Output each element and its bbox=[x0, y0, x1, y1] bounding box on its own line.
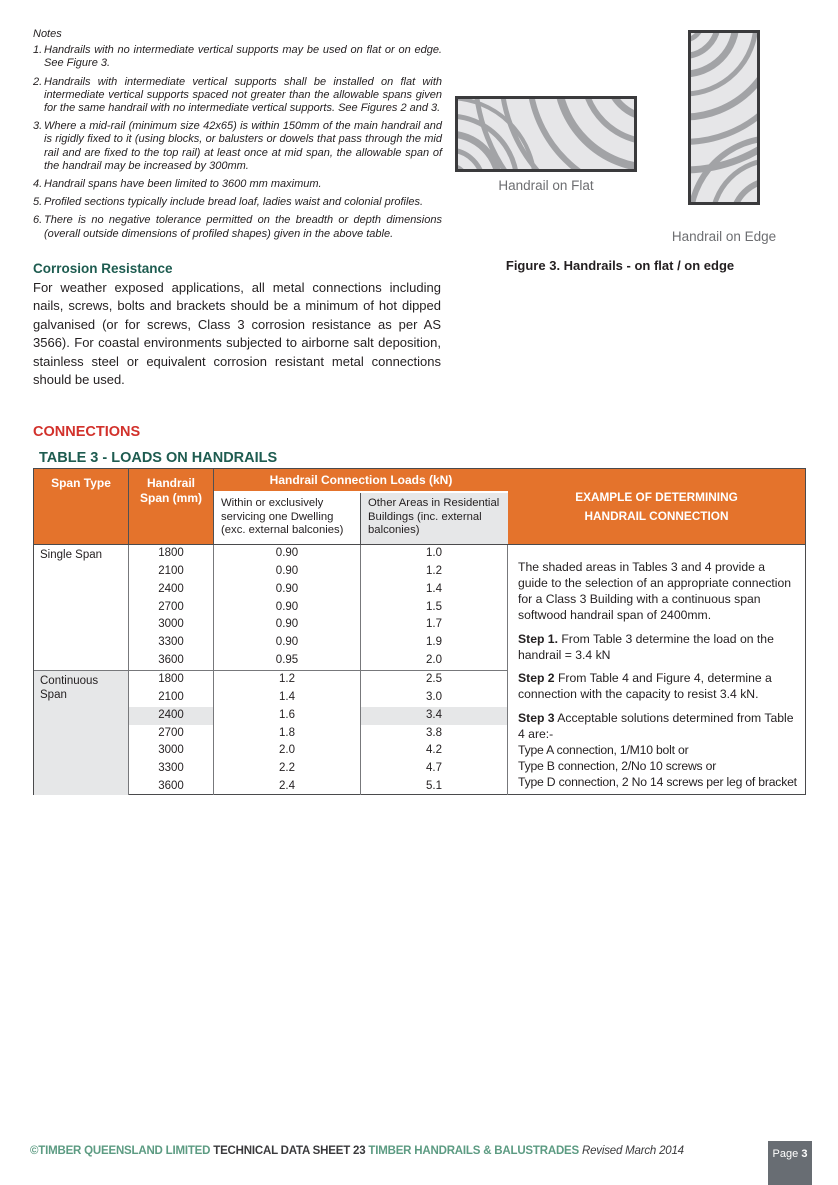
footer-copyright: ©TIMBER QUEENSLAND LIMITED bbox=[30, 1145, 211, 1157]
handrail-on-edge-label: Handrail on Edge bbox=[671, 229, 777, 244]
table-cell: 3000 bbox=[158, 744, 184, 757]
footer-revised-date: Revised March 2014 bbox=[582, 1145, 684, 1157]
header-subrow bbox=[214, 493, 508, 544]
solution-type-b: Type B connection, 2/No 10 screws or bbox=[518, 758, 717, 773]
example-paragraph: The shaded areas in Tables 3 and 4 provide a guide to the selection of an appropriate connection for a Class 3 Building with a continuous span softwood handrail span of 2400mm. bbox=[518, 560, 792, 622]
table-cell: 1.0 bbox=[426, 547, 442, 559]
handrail-on-edge-image bbox=[688, 30, 760, 205]
figure3-caption: Figure 3. Handrails - on flat / on edge bbox=[505, 258, 735, 273]
header-span-type: Span Type bbox=[34, 469, 129, 544]
solution-type-a: Type A connection, 1/M10 bolt or bbox=[518, 743, 689, 758]
page-number-badge bbox=[768, 1141, 812, 1185]
note-number: 5. bbox=[33, 196, 43, 209]
header-within-dwelling: Within or exclusively servicing one Dwelling (exc. external balconies) bbox=[214, 493, 361, 544]
table3-header bbox=[34, 469, 508, 545]
table-cell: 1.2 bbox=[426, 564, 442, 577]
page-number: 3 bbox=[801, 1148, 808, 1160]
table-cell: 1.4 bbox=[426, 582, 442, 595]
step2-text: From Table 4 and Figure 4, determine a connection with the capacity to resist 3.4 kN. bbox=[518, 671, 772, 702]
span-type-cell: Continuous Span bbox=[34, 671, 129, 795]
table-cell: 3600 bbox=[158, 654, 184, 667]
table-cell: 0.90 bbox=[275, 547, 299, 559]
table-cell: 3000 bbox=[158, 618, 184, 631]
table-cell: 2700 bbox=[158, 600, 184, 613]
note-number: 3. bbox=[33, 120, 43, 133]
header-handrail-span-line2: Span (mm) bbox=[139, 491, 202, 505]
table3-title: TABLE 3 - LOADS ON HANDRAILS bbox=[39, 450, 278, 466]
table-cell: 4.2 bbox=[426, 744, 442, 757]
note-item bbox=[33, 214, 442, 240]
table3 bbox=[33, 468, 806, 795]
step1-label: Step 1. bbox=[518, 631, 558, 646]
table-cell: 3600 bbox=[158, 780, 184, 793]
example-step1 bbox=[518, 632, 797, 664]
table-cell: 3.0 bbox=[426, 690, 442, 703]
table-cell-shaded: 3.4 bbox=[361, 707, 507, 725]
example-body bbox=[508, 545, 805, 794]
note-text: Handrails with intermediate vertical supports shall be installed on flat with intermediate vertical supports spaced not greater than the allowable spans given for the same handrail with no intermediate vertical supports. See Figures 2 and 3. bbox=[44, 75, 442, 115]
table-cell: 1.8 bbox=[279, 726, 295, 739]
table-cell: 2.4 bbox=[279, 780, 295, 793]
handrail-on-flat-label: Handrail on Flat bbox=[498, 178, 594, 193]
table-cell: 1.4 bbox=[279, 690, 295, 703]
table3-body bbox=[34, 545, 508, 795]
span-column bbox=[129, 545, 214, 670]
table-cell: 3300 bbox=[158, 636, 184, 649]
table-cell: 0.90 bbox=[275, 636, 299, 649]
corrosion-heading: Corrosion Resistance bbox=[33, 261, 173, 276]
table-cell: 2.0 bbox=[426, 654, 442, 667]
note-text: Where a mid-rail (minimum size 42x65) is within 150mm of the main handrail and is rigidly fixed to it (using blocks, or balusters or dowels that pass through the mid rail and are fixed to the top rail) at least once at mid span, the allowable span of the handrail may be increased by 300mm. bbox=[44, 120, 442, 172]
corrosion-body: For weather exposed applications, all metal connections including nails, screws, bolts and brackets should be a minimum of hot dipped galvanised (or for screws, Class 3 corrosion resistance as per AS 3566). For coastal environments subjected to airborne salt deposition, stainless steel or equivalent corrosion resistant metal connections should be used. bbox=[33, 280, 441, 388]
note-item bbox=[33, 120, 442, 173]
within-column bbox=[214, 545, 361, 670]
footer-doc-title: TIMBER HANDRAILS & BALUSTRADES bbox=[368, 1145, 579, 1157]
table-cell: 1.5 bbox=[426, 600, 442, 613]
handrail-on-flat-image bbox=[455, 96, 637, 172]
table-cell: 1.9 bbox=[426, 636, 442, 649]
table-cell: 0.95 bbox=[275, 654, 299, 667]
note-text: Profiled sections typically include bread loaf, ladies waist and colonial profiles. bbox=[44, 196, 424, 209]
table-cell: 0.90 bbox=[275, 582, 299, 595]
table3-left bbox=[34, 469, 508, 794]
footer-sheet-label: TECHNICAL DATA SHEET 23 bbox=[213, 1145, 366, 1157]
connections-heading: CONNECTIONS bbox=[33, 424, 141, 440]
header-other-areas: Other Areas in Residential Buildings (inc. external balconies) bbox=[361, 493, 508, 544]
table-cell: 2.2 bbox=[279, 762, 295, 775]
span-type-cell: Single Span bbox=[34, 545, 129, 670]
table-cell: 2700 bbox=[158, 726, 184, 739]
header-example bbox=[508, 469, 805, 545]
page-label: Page bbox=[772, 1148, 799, 1160]
note-item bbox=[33, 44, 442, 70]
table-cell: 1.6 bbox=[279, 708, 295, 721]
within-column bbox=[214, 671, 361, 795]
table-cell: 3300 bbox=[158, 762, 184, 775]
table-cell: 2100 bbox=[158, 564, 184, 577]
table-cell: 1.7 bbox=[426, 618, 442, 631]
step3-label: Step 3 bbox=[518, 711, 555, 726]
table-cell: 3.8 bbox=[426, 726, 442, 739]
header-example-line2: HANDRAIL CONNECTION bbox=[584, 508, 729, 523]
example-step2 bbox=[518, 671, 797, 703]
other-column bbox=[361, 545, 508, 670]
table-cell: 2.0 bbox=[279, 744, 295, 757]
header-handrail-span bbox=[129, 469, 214, 544]
step1-text: From Table 3 determine the load on the handrail = 3.4 kN bbox=[518, 631, 774, 662]
table-section-continuous-span bbox=[34, 670, 508, 795]
note-number: 6. bbox=[33, 214, 43, 227]
table-cell: 1.2 bbox=[279, 673, 295, 685]
header-loads-group bbox=[214, 469, 508, 544]
table-cell: 4.7 bbox=[426, 762, 442, 775]
note-item bbox=[33, 178, 442, 191]
table-cell-shaded: 2400 bbox=[129, 707, 213, 725]
table-cell: 1800 bbox=[158, 547, 184, 559]
note-item bbox=[33, 196, 442, 209]
table-cell: 5.1 bbox=[426, 780, 442, 793]
table-cell: 2100 bbox=[158, 690, 184, 703]
footer bbox=[30, 1145, 684, 1157]
note-text: Handrails with no intermediate vertical supports may be used on flat or on edge. See Figure 3. bbox=[44, 44, 442, 70]
span-column bbox=[129, 671, 214, 795]
example-step3 bbox=[518, 711, 797, 743]
note-number: 1. bbox=[33, 44, 43, 57]
solution-type-d: Type D connection, 2 No 14 screws per leg of bracket bbox=[518, 774, 797, 789]
table-cell: 2400 bbox=[158, 582, 184, 595]
note-number: 4. bbox=[33, 178, 43, 191]
note-text: Handrail spans have been limited to 3600 mm maximum. bbox=[44, 178, 322, 191]
table-cell: 0.90 bbox=[275, 618, 299, 631]
table-section-single-span bbox=[34, 545, 508, 670]
example-column bbox=[508, 469, 805, 794]
note-number: 2. bbox=[33, 75, 43, 88]
table-cell: 2.5 bbox=[426, 673, 442, 685]
step2-label: Step 2 bbox=[518, 671, 555, 686]
table-cell: 1800 bbox=[158, 673, 184, 685]
header-connection-loads: Handrail Connection Loads (kN) bbox=[214, 469, 508, 493]
header-example-line1: EXAMPLE OF DETERMINING bbox=[575, 489, 738, 504]
note-item bbox=[33, 76, 442, 116]
step3-text: Acceptable solutions determined from Table 4 are:- bbox=[518, 711, 794, 742]
header-handrail-span-line1: Handrail bbox=[146, 476, 195, 490]
table-cell: 0.90 bbox=[275, 564, 299, 577]
other-column bbox=[361, 671, 508, 795]
notes-section bbox=[33, 28, 442, 246]
table-cell: 0.90 bbox=[275, 600, 299, 613]
notes-title: Notes bbox=[33, 28, 62, 40]
note-text: There is no negative tolerance permitted on the breadth or depth dimensions (overall outside dimensions of profiled shapes) given in the above table. bbox=[44, 214, 442, 240]
